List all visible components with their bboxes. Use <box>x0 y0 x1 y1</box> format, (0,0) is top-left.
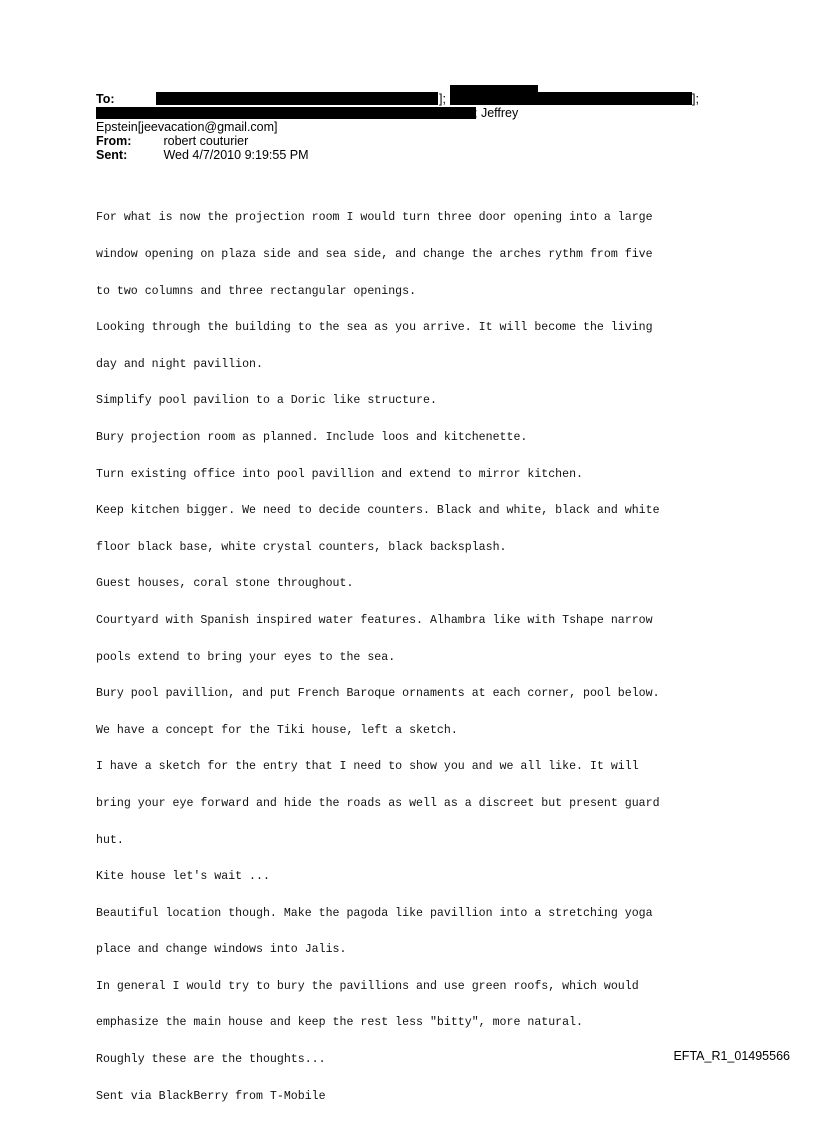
sent-label: Sent: <box>96 148 128 162</box>
body-line: Bury pool pavillion, and put French Baroque ornaments at each corner, pool below. <box>96 687 660 701</box>
from-line <box>96 134 736 148</box>
body-line: place and change windows into Jalis. <box>96 943 347 957</box>
body-line: Bury projection room as planned. Include loos and kitchenette. <box>96 430 528 444</box>
body-line: emphasize the main house and keep the rest less "bitty", more natural. <box>96 1016 584 1030</box>
body-line: For what is now the projection room I would turn three door opening into a large <box>96 211 653 225</box>
sent-value: Wed 4/7/2010 9:19:55 PM <box>163 148 309 162</box>
to-separator: ]; <box>439 92 446 106</box>
to-tail-line <box>96 120 736 134</box>
body-line: Courtyard with Spanish inspired water features. Alhambra like with Tshape narrow <box>96 613 653 627</box>
body-line: hut. <box>96 833 124 847</box>
to-line <box>96 92 736 106</box>
from-label: From: <box>96 134 132 148</box>
body-line: Looking through the building to the sea as you arrive. It will become the living <box>96 321 653 335</box>
body-line: Keep kitchen bigger. We need to decide counters. Black and white, black and white <box>96 504 660 518</box>
to-label: To: <box>96 92 115 106</box>
body-line: Beautiful location though. Make the pagoda like pavillion into a stretching yoga <box>96 906 653 920</box>
body-line: Turn existing office into pool pavillion and extend to mirror kitchen. <box>96 467 584 481</box>
body-line: Roughly these are the thoughts... <box>96 1053 326 1067</box>
sent-line <box>96 148 736 162</box>
body-line: In general I would try to bury the pavillions and use green roofs, which would <box>96 979 639 993</box>
to-separator: ]; <box>692 92 699 106</box>
body-line: Guest houses, coral stone throughout. <box>96 577 354 591</box>
redaction-block <box>450 85 538 105</box>
body-line: We have a concept for the Tiki house, left a sketch. <box>96 723 458 737</box>
body-line: day and night pavillion. <box>96 357 263 371</box>
body-line: Kite house let's wait ... <box>96 870 270 884</box>
body-line: bring your eye forward and hide the roads as well as a discreet but present guard <box>96 796 660 810</box>
body-line: window opening on plaza side and sea side, and change the arches rythm from five <box>96 248 653 261</box>
body-line: to two columns and three rectangular openings. <box>96 284 417 298</box>
redaction-block <box>536 92 692 105</box>
body-line: Simplify pool pavilion to a Doric like structure. <box>96 394 437 408</box>
to-continuation-text: ; Jeffrey <box>474 106 519 120</box>
from-value: robert couturier <box>163 134 249 148</box>
body-line: floor black base, white crystal counters, black backsplash. <box>96 540 507 554</box>
to-continuation-line <box>96 106 736 120</box>
to-tail-address: Epstein[jeevacation@gmail.com] <box>96 120 278 134</box>
body-line: pools extend to bring your eyes to the sea. <box>96 650 396 664</box>
email-header <box>96 92 736 162</box>
body-line: Sent via BlackBerry from T-Mobile <box>96 1089 326 1103</box>
redaction-block <box>156 92 438 105</box>
document-id: EFTA_R1_01495566 <box>673 1049 790 1063</box>
redaction-block <box>96 107 476 119</box>
body-line: I have a sketch for the entry that I need to show you and we all like. It will <box>96 760 639 774</box>
email-body <box>96 188 736 1127</box>
